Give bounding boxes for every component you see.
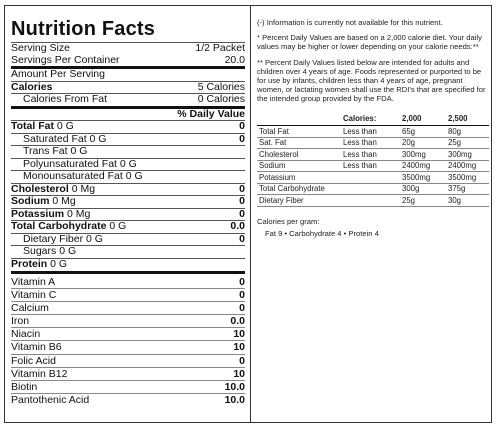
vitamin-row	[11, 276, 245, 289]
panel-title: Nutrition Facts	[11, 18, 156, 40]
nutrient-row	[11, 195, 245, 208]
nutrient-amount: 0 G	[125, 170, 143, 182]
vitamin-row	[11, 341, 245, 354]
nutrient-name: Total Carbohydrate	[11, 220, 107, 232]
nutrient-amount: 0 G	[89, 132, 107, 145]
nutrient-name: Trans Fat	[23, 145, 68, 157]
calories-label: Calories	[11, 80, 53, 93]
nutrient-name: Saturated Fat	[23, 132, 87, 145]
nutrient-dv: 0	[239, 120, 245, 132]
nutrient-amount: 0 G	[119, 157, 137, 170]
dv-table-row: Cholesterol Less than 300mg 300mg	[257, 149, 489, 161]
servings-per-container-row	[11, 55, 245, 67]
vitamin-dv: 10.0	[224, 381, 245, 393]
servings-per-container-label: Servings Per Container	[11, 53, 120, 66]
calories-value: 5 Calories	[197, 80, 245, 93]
vitamin-row	[11, 355, 245, 368]
nutrient-amount: 0 G	[50, 257, 68, 270]
nutrient-row	[11, 133, 245, 146]
nutrient-name: Polyunsaturated Fat	[23, 157, 117, 170]
nutrient-row	[11, 233, 245, 246]
unavailable-note: (-) Information is currently not available for this nutrient.	[257, 18, 443, 27]
vitamin-dv: 10	[233, 367, 245, 380]
nutrient-row	[11, 220, 245, 233]
nutrition-facts-panel	[4, 5, 492, 423]
percent-dv-note: * Percent Daily Values are based on a 2,000 calorie diet. Your daily values may be higher or lower depending on your calorie needs:**	[257, 33, 482, 52]
dv-table-row: Total Fat Less than 65g 80g	[257, 126, 489, 138]
vitamin-name: Pantothenic Acid	[11, 394, 90, 407]
vitamin-dv: 0	[239, 354, 245, 367]
vitamin-name: Vitamin A	[11, 275, 56, 288]
nutrient-name: Potassium	[11, 207, 65, 220]
daily-value-reference-table	[257, 114, 489, 207]
nutrient-dv: 0	[239, 232, 245, 245]
amount-per-serving-label: Amount Per Serving	[11, 68, 105, 80]
vitamin-row	[11, 381, 245, 394]
dv-table-row: Potassium 3500mg 3500mg	[257, 172, 489, 184]
daily-value-header-label: % Daily Value	[177, 107, 245, 120]
nutrient-amount: 0 Mg	[67, 207, 91, 220]
nutrient-name: Dietary Fiber	[23, 232, 84, 245]
vitamin-name: Iron	[11, 315, 30, 328]
nutrient-row	[11, 258, 245, 274]
nutrient-dv: 0	[239, 195, 245, 207]
nutrient-name: Protein	[11, 257, 48, 270]
serving-size-value: 1/2 Packet	[195, 42, 245, 54]
vitamin-name: Vitamin B6	[11, 341, 62, 354]
nutrient-dv: 0.0	[230, 220, 245, 232]
nutrient-amount: 0 Mg	[52, 195, 76, 207]
vitamin-dv: 10.0	[224, 394, 245, 407]
vitamin-name: Niacin	[11, 328, 41, 341]
vitamin-row	[11, 302, 245, 315]
nutrient-amount: 0 G	[70, 145, 88, 157]
nutrient-amount: 0 G	[86, 232, 103, 245]
nutrient-row	[11, 208, 245, 221]
vitamin-name: Biotin	[11, 381, 38, 393]
vitamin-dv: 0	[239, 288, 245, 301]
dv-table-row: Dietary Fiber 25g 30g	[257, 195, 489, 207]
vitamin-row	[11, 289, 245, 302]
dv-table-row: Sat. Fat Less than 20g 25g	[257, 137, 489, 149]
vitamin-row	[11, 368, 245, 381]
nutrition-label-section	[11, 6, 245, 406]
nutrient-amount: 0 G	[109, 220, 127, 232]
vitamin-name: Vitamin B12	[11, 367, 68, 380]
nutrient-name: Sugars	[23, 245, 57, 257]
vitamin-name: Folic Acid	[11, 354, 56, 367]
nutrient-row	[11, 170, 245, 183]
calories-from-fat-value: 0 Calories	[197, 93, 245, 105]
dv-table-header: Calories: 2,000 2,500	[257, 114, 489, 126]
vitamin-dv: 0	[239, 301, 245, 314]
amount-per-serving-row	[11, 66, 245, 81]
nutrient-name: Monounsaturated Fat	[23, 170, 123, 182]
servings-per-container-value: 20.0	[224, 53, 245, 66]
nutrient-amount: 0 Mg	[71, 182, 96, 195]
dv-table-row: Total Carbohydrate 300g 375g	[257, 183, 489, 195]
serving-size-row	[11, 42, 245, 55]
nutrient-name: Cholesterol	[11, 182, 69, 195]
vitamin-row	[11, 394, 245, 406]
nutrient-row	[11, 245, 245, 258]
calories-from-fat-label: Calories From Fat	[23, 93, 108, 105]
vitamin-dv: 10	[233, 328, 245, 341]
nutrient-name: Total Fat	[11, 120, 54, 132]
serving-size-label: Serving Size	[11, 42, 70, 54]
vitamin-list	[11, 276, 245, 407]
vitamin-dv: 0.0	[230, 315, 245, 328]
vitamin-row	[11, 328, 245, 341]
vitamin-dv: 10	[233, 341, 245, 354]
calories-per-gram-label: Calories per gram:	[257, 216, 320, 226]
vitamin-name: Vitamin C	[11, 288, 57, 301]
nutrient-row	[11, 145, 245, 158]
nutrient-amount: 0 G	[56, 120, 74, 132]
dv-table-row: Sodium Less than 2400mg 2400mg	[257, 160, 489, 172]
daily-value-header	[11, 106, 245, 121]
calories-row	[11, 81, 245, 94]
nutrient-amount: 0 G	[59, 245, 77, 257]
nutrient-row	[11, 120, 245, 133]
panel-divider	[250, 6, 251, 422]
nutrient-name: Sodium	[11, 195, 50, 207]
vitamin-row	[11, 315, 245, 328]
nutrient-dv: 0	[239, 182, 245, 195]
nutrient-dv: 0	[239, 132, 245, 145]
calories-from-fat-row	[11, 93, 245, 106]
adult-dv-note: ** Percent Daily Values listed below are intended for adults and children over 4 years of age. Foods represented or purported to be for use by infants, children less than 4 years of age, pregnant women, or lactating women shall use the RDI's that are specified for the intended group provided by the FDA.	[257, 57, 486, 104]
nutrient-row	[11, 183, 245, 196]
nutrient-dv: 0	[239, 207, 245, 220]
vitamin-dv: 0	[239, 275, 245, 288]
calories-per-gram	[257, 217, 489, 238]
nutrient-row	[11, 158, 245, 171]
calories-per-gram-values: Fat 9 • Carbohydrate 4 • Protein 4	[265, 228, 379, 238]
vitamin-name: Calcium	[11, 301, 49, 314]
notes-section	[257, 18, 489, 238]
